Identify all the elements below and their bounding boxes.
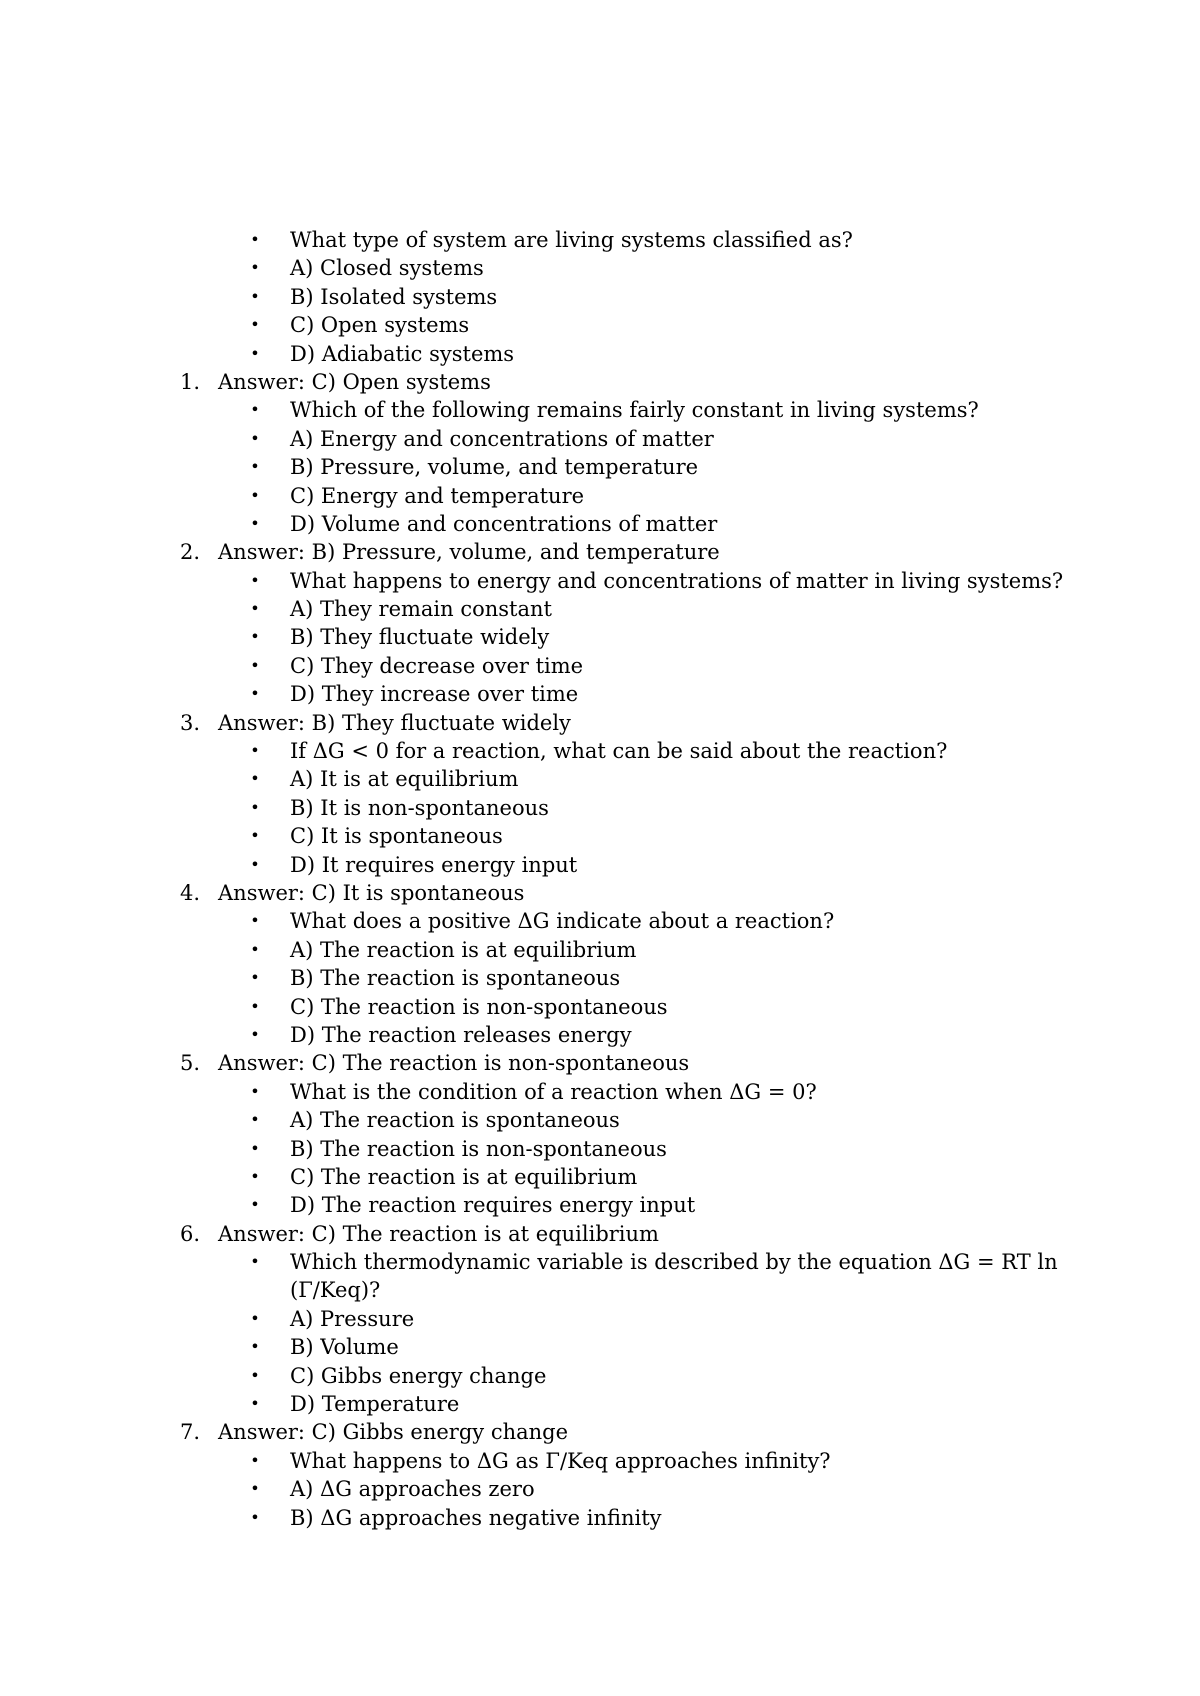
option-text: B) Isolated systems — [290, 284, 498, 309]
option-text: D) They increase over time — [290, 682, 579, 707]
bullet-icon: • — [250, 1450, 260, 1470]
answer-line — [0, 538, 1200, 566]
answer-line — [0, 709, 1200, 737]
option-line — [0, 425, 1200, 453]
question-text: Which thermodynamic variable is described by the equation ΔG = RT ln — [290, 1250, 1058, 1275]
option-line — [0, 1475, 1200, 1503]
option-text: C) They decrease over time — [290, 653, 584, 678]
option-text: B) They fluctuate widely — [290, 625, 550, 650]
question-line — [0, 567, 1200, 595]
bullet-icon: • — [250, 655, 260, 675]
option-text: D) Volume and concentrations of matter — [290, 511, 718, 536]
answer-text: Answer: B) They fluctuate widely — [218, 710, 571, 735]
question-line — [0, 737, 1200, 765]
option-text: B) ΔG approaches negative infinity — [290, 1505, 662, 1530]
option-line — [0, 765, 1200, 793]
option-text: A) The reaction is at equilibrium — [290, 937, 637, 962]
answer-line — [0, 368, 1200, 396]
bullet-icon: • — [250, 286, 260, 306]
answer-line — [0, 1220, 1200, 1248]
bullet-icon: • — [250, 1138, 260, 1158]
question-line-continued — [0, 1276, 1200, 1304]
option-text: B) The reaction is spontaneous — [290, 966, 621, 991]
bullet-icon: • — [250, 457, 260, 477]
question-text: Which of the following remains fairly constant in living systems? — [290, 398, 979, 423]
option-line — [0, 1135, 1200, 1163]
question-text: What type of system are living systems classified as? — [290, 228, 853, 252]
option-text: C) Open systems — [290, 313, 470, 338]
bullet-icon: • — [250, 1081, 260, 1101]
bullet-icon: • — [250, 797, 260, 817]
option-text: B) The reaction is non-spontaneous — [290, 1136, 667, 1161]
option-text: A) It is at equilibrium — [290, 767, 519, 792]
option-text: D) It requires energy input — [290, 852, 578, 877]
bullet-icon: • — [250, 911, 260, 931]
answer-text: Answer: C) The reaction is non-spontaneous — [218, 1051, 690, 1076]
option-line — [0, 453, 1200, 481]
question-text: If ΔG < 0 for a reaction, what can be said about the reaction? — [290, 739, 948, 764]
option-text: A) They remain constant — [290, 597, 552, 622]
bullet-icon: • — [250, 826, 260, 846]
bullet-icon: • — [250, 684, 260, 704]
bullet-icon: • — [250, 1110, 260, 1130]
answer-text: Answer: B) Pressure, volume, and temperature — [218, 540, 720, 565]
option-text: C) The reaction is non-spontaneous — [290, 994, 668, 1019]
option-line — [0, 254, 1200, 282]
bullet-icon: • — [250, 968, 260, 988]
option-text: B) It is non-spontaneous — [290, 795, 549, 820]
option-line — [0, 1191, 1200, 1219]
answer-number: 6. — [180, 1221, 201, 1246]
bullet-icon: • — [250, 769, 260, 789]
option-text: A) Closed systems — [290, 256, 484, 281]
option-text: D) The reaction releases energy — [290, 1022, 632, 1047]
answer-number: 5. — [180, 1051, 201, 1076]
bullet-icon: • — [250, 570, 260, 590]
option-text: D) The reaction requires energy input — [290, 1193, 696, 1218]
answer-number: 3. — [180, 710, 201, 735]
bullet-icon: • — [250, 1365, 260, 1385]
option-line — [0, 340, 1200, 368]
answer-number: 2. — [180, 540, 201, 565]
option-text: A) The reaction is spontaneous — [290, 1108, 620, 1133]
option-line — [0, 794, 1200, 822]
option-line — [0, 652, 1200, 680]
option-line — [0, 283, 1200, 311]
quiz-list — [0, 226, 1200, 1532]
option-line — [0, 1504, 1200, 1532]
option-text: D) Adiabatic systems — [290, 341, 515, 366]
bullet-icon: • — [250, 1024, 260, 1044]
question-text: What happens to energy and concentrations of matter in living systems? — [290, 568, 1064, 593]
option-text: C) Energy and temperature — [290, 483, 585, 508]
option-line — [0, 482, 1200, 510]
option-text: A) ΔG approaches zero — [290, 1477, 535, 1502]
bullet-icon: • — [250, 1479, 260, 1499]
bullet-icon: • — [250, 485, 260, 505]
bullet-icon: • — [250, 939, 260, 959]
bullet-icon: • — [250, 1507, 260, 1527]
option-line — [0, 851, 1200, 879]
question-line — [0, 396, 1200, 424]
option-line — [0, 311, 1200, 339]
option-line — [0, 1163, 1200, 1191]
option-line — [0, 964, 1200, 992]
option-line — [0, 1362, 1200, 1390]
option-text: A) Energy and concentrations of matter — [290, 426, 714, 451]
option-line — [0, 936, 1200, 964]
option-line — [0, 1390, 1200, 1418]
answer-text: Answer: C) The reaction is at equilibrium — [218, 1221, 659, 1246]
option-text: A) Pressure — [290, 1306, 415, 1331]
option-text: C) Gibbs energy change — [290, 1363, 547, 1388]
bullet-icon: • — [250, 1308, 260, 1328]
option-text: B) Pressure, volume, and temperature — [290, 455, 699, 480]
answer-line — [0, 879, 1200, 907]
question-text: What happens to ΔG as Γ/Keq approaches infinity? — [290, 1448, 831, 1473]
option-line — [0, 1305, 1200, 1333]
option-line — [0, 623, 1200, 651]
bullet-icon: • — [250, 1394, 260, 1414]
bullet-icon: • — [250, 627, 260, 647]
bullet-icon: • — [250, 258, 260, 278]
bullet-icon: • — [250, 400, 260, 420]
answer-text: Answer: C) It is spontaneous — [218, 880, 525, 905]
option-line — [0, 822, 1200, 850]
bullet-icon: • — [250, 1337, 260, 1357]
bullet-icon: • — [250, 996, 260, 1016]
option-line — [0, 595, 1200, 623]
question-line — [0, 1078, 1200, 1106]
answer-line — [0, 1049, 1200, 1077]
bullet-icon: • — [250, 1166, 260, 1186]
question-line — [0, 907, 1200, 935]
question-line — [0, 226, 1200, 254]
bullet-icon: • — [250, 599, 260, 619]
question-text-continued: (Γ/Keq)? — [290, 1278, 381, 1303]
option-line — [0, 1106, 1200, 1134]
bullet-icon: • — [250, 1195, 260, 1215]
question-line — [0, 1248, 1200, 1276]
option-text: C) The reaction is at equilibrium — [290, 1164, 638, 1189]
option-text: B) Volume — [290, 1335, 399, 1360]
bullet-icon: • — [250, 854, 260, 874]
option-line — [0, 680, 1200, 708]
option-line — [0, 510, 1200, 538]
answer-line — [0, 1418, 1200, 1446]
answer-text: Answer: C) Open systems — [218, 369, 491, 394]
option-line — [0, 993, 1200, 1021]
answer-number: 7. — [180, 1420, 201, 1445]
answer-number: 4. — [180, 880, 201, 905]
bullet-icon: • — [250, 230, 260, 249]
question-line — [0, 1447, 1200, 1475]
option-line — [0, 1021, 1200, 1049]
question-text: What is the condition of a reaction when ΔG = 0? — [290, 1079, 817, 1104]
bullet-icon: • — [250, 343, 260, 363]
bullet-icon: • — [250, 428, 260, 448]
bullet-icon: • — [250, 513, 260, 533]
answer-text: Answer: C) Gibbs energy change — [218, 1420, 569, 1445]
option-text: D) Temperature — [290, 1392, 460, 1417]
bullet-icon: • — [250, 1252, 260, 1272]
bullet-icon: • — [250, 315, 260, 335]
option-line — [0, 1333, 1200, 1361]
question-text: What does a positive ΔG indicate about a reaction? — [290, 909, 835, 934]
bullet-icon: • — [250, 741, 260, 761]
option-text: C) It is spontaneous — [290, 824, 503, 849]
answer-number: 1. — [180, 369, 201, 394]
